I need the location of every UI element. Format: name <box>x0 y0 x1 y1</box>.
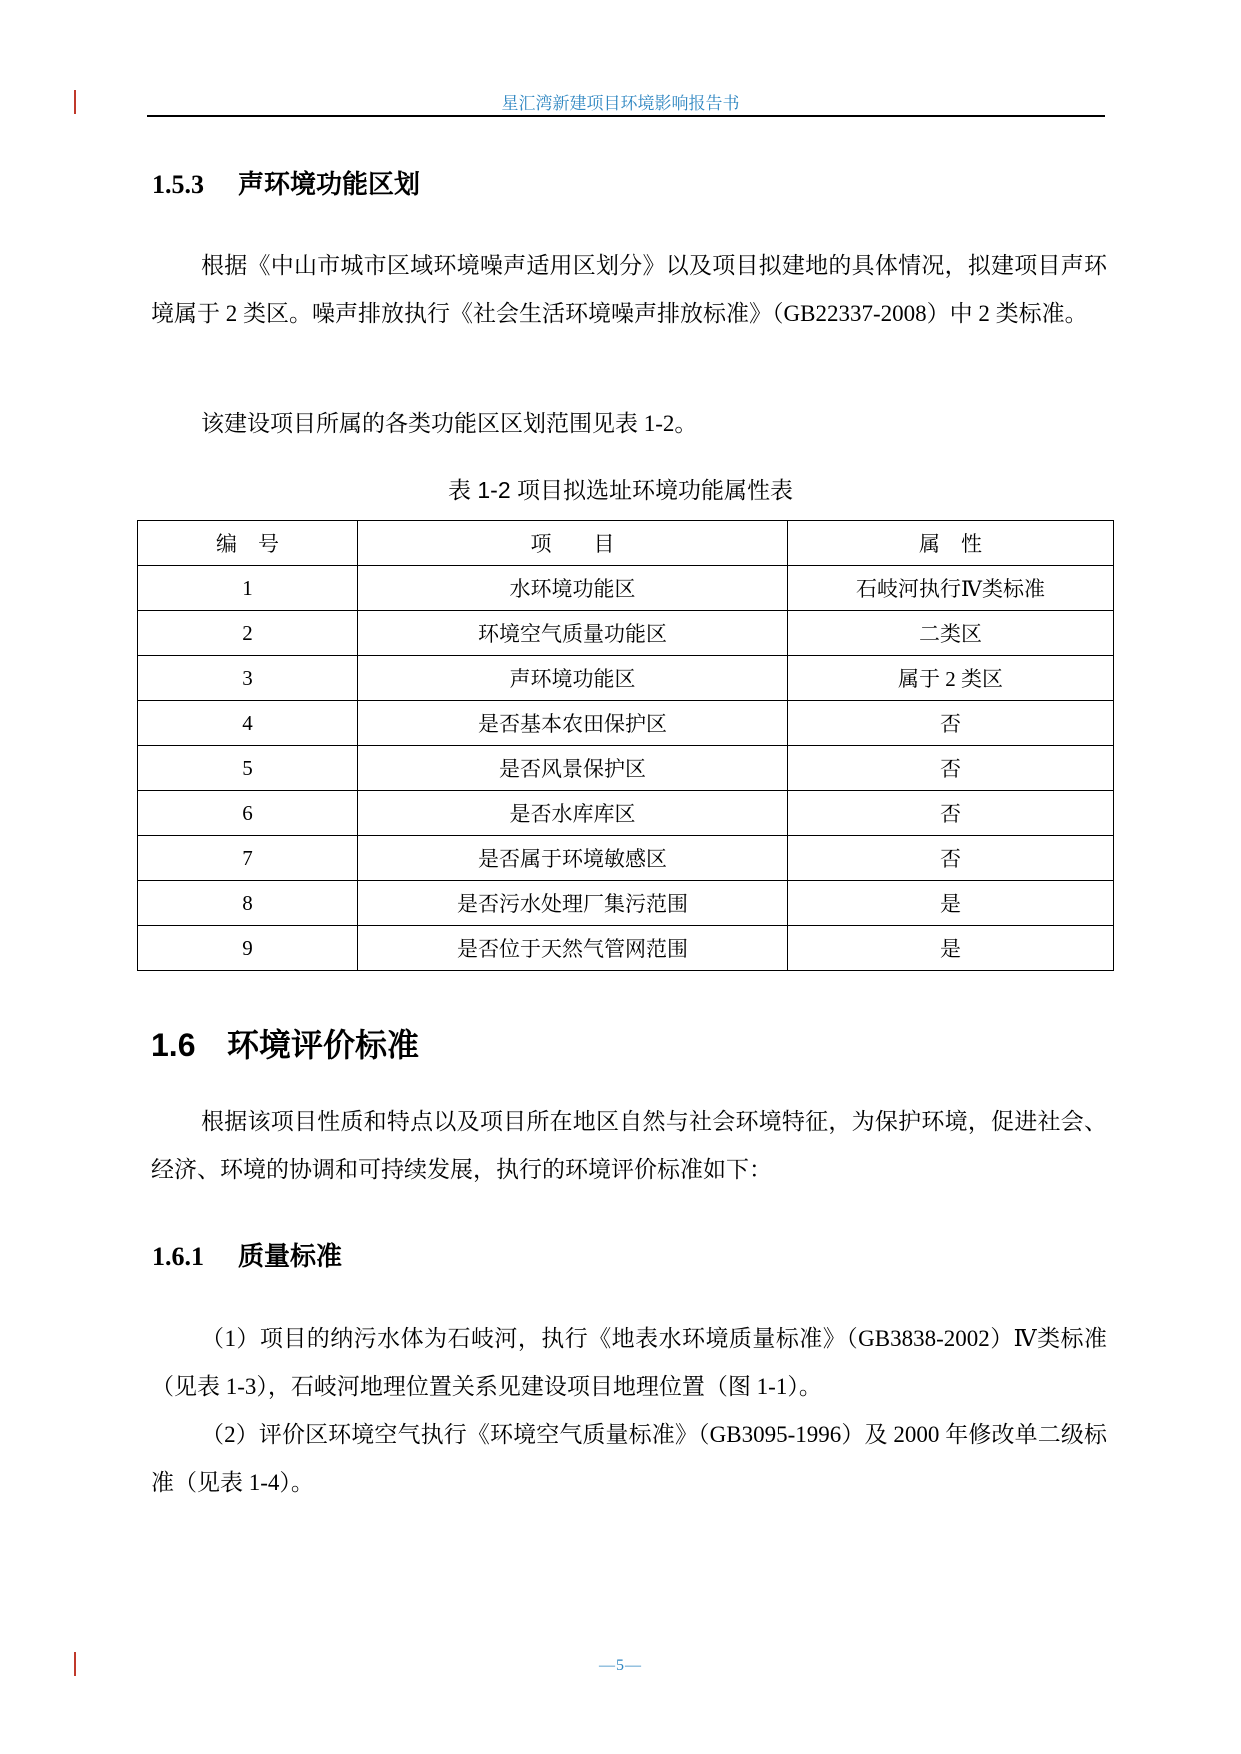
table-cell: 8 <box>138 881 358 926</box>
table-row <box>138 881 1114 926</box>
table-header-row <box>138 521 1114 566</box>
table-cell: 否 <box>788 836 1114 881</box>
table-row <box>138 746 1114 791</box>
column-header: 项 目 <box>358 521 788 566</box>
section-title: 环境评价标准 <box>227 1027 420 1063</box>
table-cell: 声环境功能区 <box>358 656 788 701</box>
table-cell: 5 <box>138 746 358 791</box>
table-row <box>138 566 1114 611</box>
header-rule <box>147 115 1105 117</box>
table-cell: 是否水库库区 <box>358 791 788 836</box>
table-cell: 是否位于天然气管网范围 <box>358 926 788 971</box>
table-cell: 9 <box>138 926 358 971</box>
table-cell: 环境空气质量功能区 <box>358 611 788 656</box>
table-cell: 6 <box>138 791 358 836</box>
table-cell: 是否属于环境敏感区 <box>358 836 788 881</box>
table-row <box>138 701 1114 746</box>
table-cell: 是否基本农田保护区 <box>358 701 788 746</box>
section-number: 1.5.3 <box>152 170 204 199</box>
table-row <box>138 656 1114 701</box>
paragraph: 根据《中山市城市区域环境噪声适用区划分》以及项目拟建地的具体情况，拟建项目声环境属于 2 类区。噪声排放执行《社会生活环境噪声排放标准》（GB22337-2008）中 2 类标准。 <box>151 253 1107 326</box>
column-header: 属 性 <box>788 521 1114 566</box>
section-number: 1.6 <box>151 1027 196 1063</box>
column-header: 编 号 <box>138 521 358 566</box>
paragraph: （1）项目的纳污水体为石岐河，执行《地表水环境质量标准》（GB3838-2002）Ⅳ类标准（见表 1-3），石岐河地理位置关系见建设项目地理位置（图 1-1）。 <box>151 1326 1107 1399</box>
paragraph: 该建设项目所属的各类功能区区划范围见表 1-2。 <box>201 411 698 436</box>
table-cell: 3 <box>138 656 358 701</box>
section-title: 声环境功能区划 <box>238 170 421 199</box>
table-cell: 是否污水处理厂集污范围 <box>358 881 788 926</box>
paragraph: 根据该项目性质和特点以及项目所在地区自然与社会环境特征，为保护环境，促进社会、经济、环境的协调和可持续发展，执行的环境评价标准如下： <box>151 1109 1107 1182</box>
section-heading-1-6-1 <box>152 1236 342 1273</box>
table-row <box>138 926 1114 971</box>
table-row <box>138 836 1114 881</box>
table-cell: 否 <box>788 746 1114 791</box>
table-cell: 4 <box>138 701 358 746</box>
table-row <box>138 611 1114 656</box>
table-cell: 是 <box>788 881 1114 926</box>
table-cell: 否 <box>788 701 1114 746</box>
table-cell: 二类区 <box>788 611 1114 656</box>
section-heading-1-6 <box>151 1020 419 1066</box>
section-number: 1.6.1 <box>152 1242 204 1271</box>
table-cell: 是 <box>788 926 1114 971</box>
table-row <box>138 791 1114 836</box>
running-header: 星汇湾新建项目环境影响报告书 <box>501 94 740 113</box>
table-cell: 1 <box>138 566 358 611</box>
table-cell: 石岐河执行Ⅳ类标准 <box>788 566 1114 611</box>
table-cell: 是否风景保护区 <box>358 746 788 791</box>
table-cell: 7 <box>138 836 358 881</box>
attribute-table <box>137 520 1114 971</box>
paragraph: （2）评价区环境空气执行《环境空气质量标准》（GB3095-1996）及 2000 年修改单二级标准（见表 1-4）。 <box>151 1422 1107 1495</box>
table-cell: 2 <box>138 611 358 656</box>
section-heading-1-5-3 <box>152 164 420 201</box>
page-number: —5— <box>599 1657 642 1674</box>
table-caption: 表 1-2 项目拟选址环境功能属性表 <box>447 477 794 503</box>
table-cell: 属于 2 类区 <box>788 656 1114 701</box>
section-title: 质量标准 <box>238 1242 343 1271</box>
table-cell: 否 <box>788 791 1114 836</box>
table-cell: 水环境功能区 <box>358 566 788 611</box>
